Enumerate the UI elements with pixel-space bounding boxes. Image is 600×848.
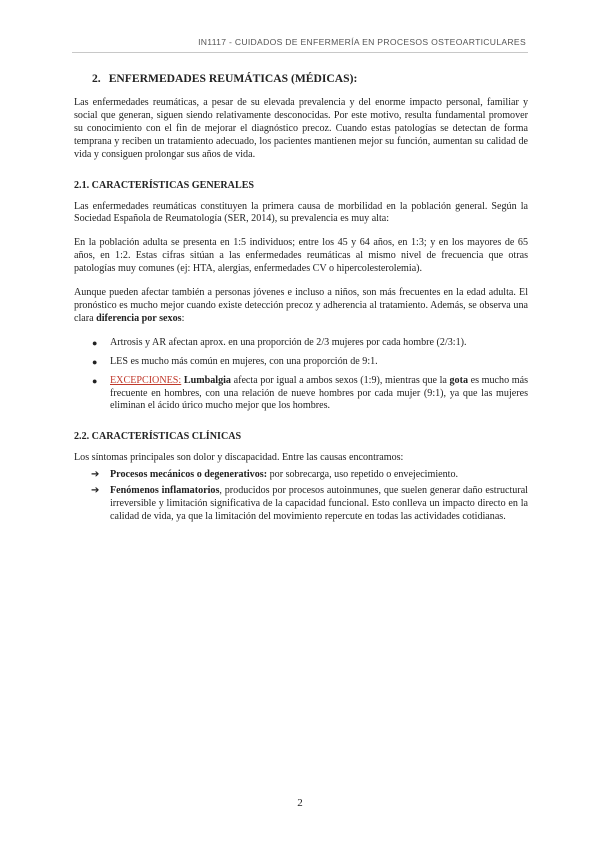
gota-term: gota [449,374,469,386]
section-heading [92,72,528,85]
arrow-right-icon: ➔ [91,485,100,497]
list-item [74,356,528,369]
section-number: 2. [92,72,101,85]
general-paragraph-3-text: Aunque pueden afectar también a personas jóvenes e incluso a niños, son más frecuentes en la edad adulta. El pronóstico es mucho mejor cuando existe detección precoz y adherencia al tratamiento. Además, se observa una clara [74,287,528,324]
lumbalgia-term: Lumbalgia [183,374,231,386]
causes-list [74,469,528,524]
general-paragraph-3-end: : [181,312,185,324]
clinical-intro-paragraph: Los síntomas principales son dolor y discapacidad. Entre las causas encontramos: [74,452,404,464]
header-divider [72,52,528,53]
cause-text: , producidos por procesos autoinmunes, que suelen generar daño estructural irreversible y limitación significativa de la capacidad funcional. Esto conlleva un impacto directo en la calidad de vida, ya que la limitación del movimiento repercute en todas las actividades cotidianas. [110,485,528,522]
section-title: ENFERMEDADES REUMÁTICAS (MÉDICAS): [108,72,358,85]
cause-term: Fenómenos inflamatorios [110,485,220,497]
page-content [74,72,528,527]
list-item-text: LES es mucho más común en mujeres, con una proporción de 9:1. [110,355,378,367]
sex-difference-list [74,337,528,414]
sex-difference-emphasis: diferencia por sexos [96,312,182,324]
running-header: IN1117 - CUIDADOS DE ENFERMERÍA EN PROCESOS OSTEOARTICULARES [198,37,526,47]
cause-text: por sobrecarga, uso repetido o envejecimiento. [267,469,459,481]
exceptions-label: EXCEPCIONES: [110,374,182,386]
list-item [74,337,528,350]
list-item [74,485,528,524]
list-item-text: Artrosis y AR afectan aprox. en una proporción de 2/3 mujeres por cada hombre (2/3:1). [110,336,467,348]
bullet-icon: ● [92,337,98,348]
list-item [74,469,528,482]
exception-text-1: afecta por igual a ambos sexos (1:9), mientras que la [230,374,450,386]
exception-text-2: es mucho más frecuente en hombres, con una relación de nueve hombres por cada mujer (9:1), ya que las mujeres eliminan el ácido úrico mucho mejor que los hombres. [110,374,528,412]
list-item-exceptions [74,375,528,414]
bullet-icon: ● [92,375,98,386]
page-number: 2 [297,797,303,809]
section-intro-paragraph: Las enfermedades reumáticas, a pesar de su elevada prevalencia y del enorme impacto personal, familiar y social que generan, siguen siendo relativamente desconocidas. Por este motivo, resulta fundamental promover su conocimiento con el fin de mejorar el diagnóstico precoz. Cuando estas patologías se detectan de forma temprana y reciben un tratamiento adecuado, los pacientes mantienen mejor su función, aumentan su calidad de vida y consiguen prolongar sus años de vida. [74,97,528,160]
general-paragraph-2: En la población adulta se presenta en 1:5 individuos; entre los 45 y 64 años, en 1:3; y en los mayores de 65 años, en 1:2. Estas cifras sitúan a las enfermedades reumáticas al mismo nivel de frecuencia que otras patologías muy comunes (ej: HTA, alergias, enfermedades CV o hipercolesterolemia). [74,237,528,275]
arrow-right-icon: ➔ [91,469,100,481]
bullet-icon: ● [92,356,98,367]
subsection-title-general: 2.1. CARACTERÍSTICAS GENERALES [74,179,255,191]
general-paragraph-3 [74,287,528,326]
general-paragraph-1: Las enfermedades reumáticas constituyen la primera causa de morbilidad en la población general. Según la Sociedad Española de Reumatología (SER, 2014), su prevalencia es muy alta: [74,200,528,225]
cause-term: Procesos mecánicos o degenerativos: [110,469,268,481]
subsection-title-clinical: 2.2. CARACTERÍSTICAS CLÍNICAS [74,431,242,443]
